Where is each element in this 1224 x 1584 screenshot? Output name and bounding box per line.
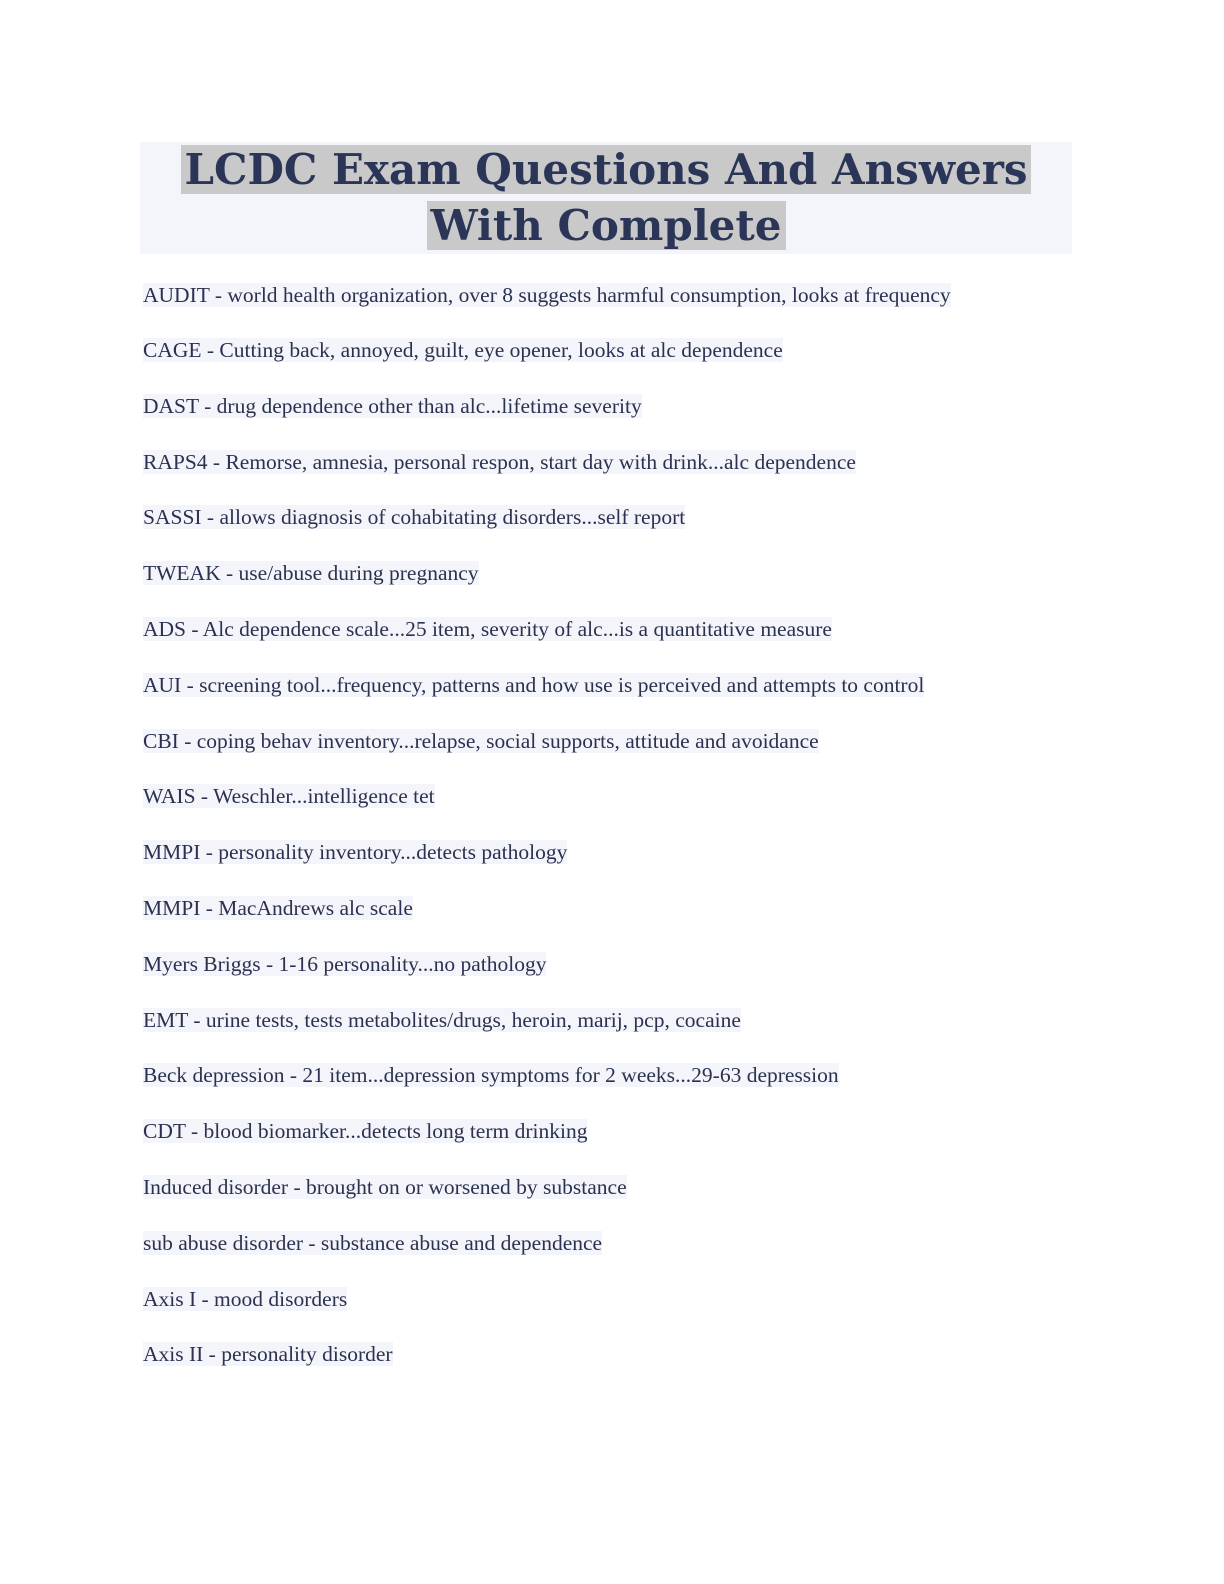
list-item	[143, 281, 1073, 310]
document-title	[140, 142, 1072, 254]
entry-text: DAST - drug dependence other than alc...lifetime severity	[143, 393, 642, 418]
list-item	[143, 1061, 1073, 1090]
list-item	[143, 336, 1073, 365]
list-item	[143, 671, 1073, 700]
entry-text: sub abuse disorder - substance abuse and dependence	[143, 1230, 603, 1255]
list-item	[143, 559, 1073, 588]
entry-text: AUI - screening tool...frequency, patterns and how use is perceived and attempts to control	[143, 672, 925, 697]
entry-list	[143, 281, 1073, 1396]
list-item	[143, 392, 1073, 421]
entry-text: EMT - urine tests, tests metabolites/drugs, heroin, marij, pcp, cocaine	[143, 1007, 741, 1032]
entry-text: Myers Briggs - 1-16 personality...no pathology	[143, 951, 547, 976]
entry-text: RAPS4 - Remorse, amnesia, personal respon, start day with drink...alc dependence	[143, 449, 856, 474]
entry-text: ADS - Alc dependence scale...25 item, severity of alc...is a quantitative measure	[143, 616, 832, 641]
list-item	[143, 1340, 1073, 1369]
list-item	[143, 727, 1073, 756]
entry-text: CAGE - Cutting back, annoyed, guilt, eye opener, looks at alc dependence	[143, 338, 783, 362]
list-item	[143, 782, 1073, 811]
list-item	[143, 1285, 1073, 1314]
list-item	[143, 1173, 1073, 1202]
title-block	[140, 142, 1072, 254]
entry-text: Axis I - mood disorders	[143, 1286, 348, 1311]
entry-text: MMPI - personality inventory...detects pathology	[143, 840, 568, 865]
entry-text: WAIS - Weschler...intelligence tet	[143, 784, 435, 809]
entry-text: AUDIT - world health organization, over 8 suggests harmful consumption, looks at frequency	[143, 283, 951, 307]
list-item	[143, 1229, 1073, 1258]
list-item	[143, 950, 1073, 979]
entry-text: TWEAK - use/abuse during pregnancy	[143, 561, 479, 586]
list-item	[143, 1006, 1073, 1035]
list-item	[143, 615, 1073, 644]
entry-text: MMPI - MacAndrews alc scale	[143, 895, 413, 920]
list-item	[143, 503, 1073, 532]
entry-text: CBI - coping behav inventory...relapse, social supports, attitude and avoidance	[143, 728, 819, 753]
list-item	[143, 894, 1073, 923]
entry-text: Induced disorder - brought on or worsened by substance	[143, 1174, 627, 1199]
document-title-text: LCDC Exam Questions And Answers With Complete	[181, 145, 1032, 250]
entry-text: CDT - blood biomarker...detects long term drinking	[143, 1119, 588, 1144]
list-item	[143, 838, 1073, 867]
entry-text: SASSI - allows diagnosis of cohabitating disorders...self report	[143, 505, 686, 530]
list-item	[143, 448, 1073, 477]
entry-text: Axis II - personality disorder	[143, 1342, 393, 1367]
entry-text: Beck depression - 21 item...depression symptoms for 2 weeks...29-63 depression	[143, 1063, 839, 1088]
list-item	[143, 1117, 1073, 1146]
